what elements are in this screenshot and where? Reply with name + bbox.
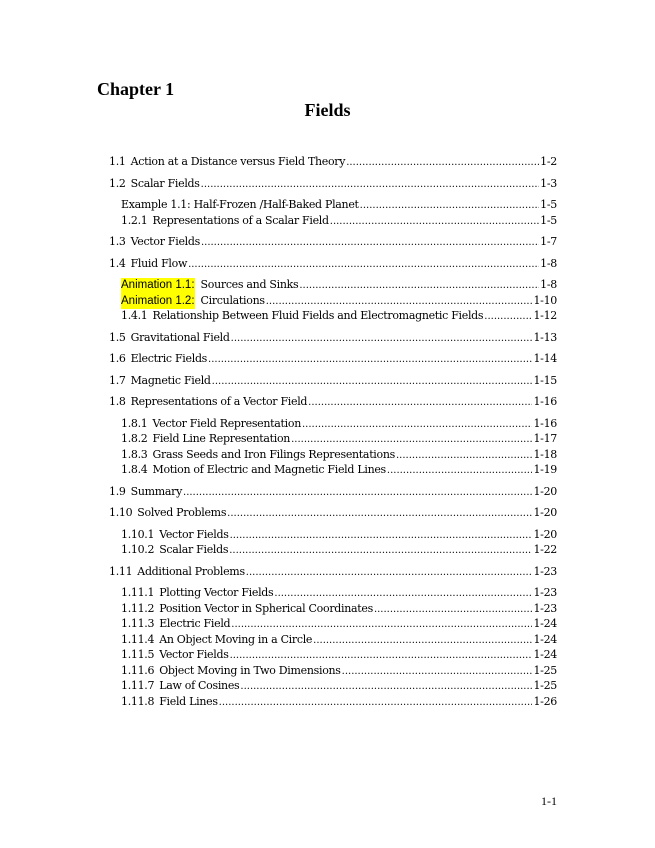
toc-entry-title: Circulations bbox=[200, 293, 265, 307]
toc-entry-page: 1-19 bbox=[533, 463, 557, 476]
toc-entry-number: 1.10.2 bbox=[121, 543, 155, 556]
toc-entry[interactable] bbox=[109, 601, 557, 617]
toc-entry-title: Representations of a Vector Field bbox=[130, 395, 308, 408]
toc-entry[interactable] bbox=[109, 197, 557, 213]
toc-entry-number: 1.11.3 bbox=[121, 617, 155, 630]
toc-entry-page: 1-24 bbox=[533, 648, 557, 661]
dot-leader bbox=[330, 214, 539, 230]
toc-entry[interactable] bbox=[109, 694, 557, 710]
toc-entry-number: 1.11.6 bbox=[121, 663, 155, 677]
toc-entry-page: 1-22 bbox=[533, 543, 557, 556]
toc-entry-page: 1-25 bbox=[533, 663, 557, 677]
toc-entry-number: 1.3 bbox=[109, 235, 126, 248]
animation-link[interactable]: Animation 1.2: bbox=[121, 294, 195, 310]
toc-entry-number: 1.10.1 bbox=[121, 527, 155, 541]
dot-leader bbox=[230, 648, 533, 664]
toc-entry-page: 1-8 bbox=[540, 256, 557, 270]
toc-entry-number: 1.11.5 bbox=[121, 648, 155, 661]
toc-entry-number: 1.4.1 bbox=[121, 309, 148, 322]
dot-leader bbox=[484, 309, 532, 325]
toc-entry[interactable] bbox=[109, 256, 557, 272]
chapter-title-text: Fields bbox=[304, 100, 351, 120]
toc-entry-title: Scalar Fields bbox=[159, 543, 229, 556]
dot-leader bbox=[387, 463, 533, 479]
toc-entry-number: 1.8.2 bbox=[121, 432, 148, 445]
dot-leader bbox=[274, 586, 532, 602]
toc-entry-page: 1-18 bbox=[533, 447, 557, 461]
dot-leader bbox=[396, 448, 533, 464]
dot-leader bbox=[231, 331, 533, 347]
toc-entry[interactable] bbox=[109, 616, 557, 632]
dot-leader bbox=[240, 679, 532, 695]
dot-leader bbox=[231, 617, 532, 633]
toc-entry[interactable] bbox=[109, 394, 557, 410]
dot-leader bbox=[313, 633, 532, 649]
toc-entry[interactable] bbox=[109, 213, 557, 229]
toc-entry-number: 1.11.1 bbox=[121, 586, 155, 599]
toc-entry-page: 1-25 bbox=[533, 679, 557, 692]
toc-entry[interactable] bbox=[109, 431, 557, 447]
toc-entry[interactable] bbox=[109, 505, 557, 521]
dot-leader bbox=[229, 543, 532, 559]
toc-entry[interactable] bbox=[109, 462, 557, 478]
toc-entry[interactable] bbox=[109, 308, 557, 324]
toc-entry-page: 1-17 bbox=[533, 432, 557, 445]
toc-entry[interactable] bbox=[109, 564, 557, 580]
toc-entry[interactable] bbox=[109, 277, 557, 293]
toc-entry-number: 1.8.1 bbox=[121, 416, 148, 430]
toc-entry-title: Electric Fields bbox=[130, 352, 208, 365]
toc-entry-page: 1-2 bbox=[540, 155, 557, 168]
dot-leader bbox=[266, 294, 533, 310]
chapter-heading: Chapter 1 bbox=[97, 79, 175, 99]
toc-entry-title: Plotting Vector Fields bbox=[159, 586, 274, 599]
toc-entry-page: 1-16 bbox=[533, 395, 557, 408]
toc-entry-page: 1-13 bbox=[533, 330, 557, 344]
toc-entry-title: Scalar Fields bbox=[130, 176, 200, 190]
toc-entry-page: 1-8 bbox=[540, 278, 557, 291]
toc-entry-page: 1-10 bbox=[533, 293, 557, 307]
dot-leader bbox=[346, 155, 539, 171]
dot-leader bbox=[374, 602, 533, 618]
toc-entry-page: 1-15 bbox=[533, 373, 557, 387]
toc-entry-page: 1-5 bbox=[540, 198, 557, 211]
toc-entry[interactable] bbox=[109, 351, 557, 367]
toc-entry-number: 1.1 bbox=[109, 155, 126, 168]
toc-entry-number: 1.11.2 bbox=[121, 601, 155, 615]
animation-link[interactable]: Animation 1.1: bbox=[121, 278, 195, 294]
toc-entry-title: Vector Field Representation bbox=[152, 416, 301, 430]
dot-leader bbox=[188, 257, 539, 273]
toc-entry-page: 1-20 bbox=[533, 506, 557, 519]
toc-entry-title: Solved Problems bbox=[137, 506, 227, 519]
toc-entry-title: An Object Moving in a Circle bbox=[159, 632, 313, 646]
toc-entry-number: 1.7 bbox=[109, 373, 126, 387]
table-of-contents bbox=[109, 154, 557, 709]
dot-leader bbox=[291, 432, 532, 448]
dot-leader bbox=[230, 528, 533, 544]
toc-entry-page: 1-24 bbox=[533, 632, 557, 646]
toc-entry-title: Vector Fields bbox=[130, 235, 200, 248]
dot-leader bbox=[219, 695, 533, 711]
toc-entry[interactable] bbox=[109, 647, 557, 663]
toc-entry[interactable] bbox=[109, 330, 557, 346]
toc-entry-number: 1.5 bbox=[109, 330, 126, 344]
toc-entry-number: 1.8.3 bbox=[121, 447, 148, 461]
toc-entry[interactable] bbox=[109, 585, 557, 601]
toc-entry-title: Sources and Sinks bbox=[200, 278, 299, 291]
toc-entry[interactable] bbox=[109, 373, 557, 389]
toc-entry-title: Position Vector in Spherical Coordinates bbox=[159, 601, 373, 615]
toc-entry-number: 1.2 bbox=[109, 176, 126, 190]
toc-entry-number: 1.10 bbox=[109, 506, 133, 519]
toc-entry-title: Fluid Flow bbox=[130, 256, 188, 270]
toc-entry-title: Magnetic Field bbox=[130, 373, 211, 387]
toc-entry-title: Field Lines bbox=[159, 694, 218, 708]
toc-entry-number: 1.8.4 bbox=[121, 463, 148, 476]
dot-leader bbox=[246, 565, 533, 581]
toc-entry-title: Example 1.1: Half-Frozen /Half-Baked Planet bbox=[121, 198, 359, 211]
toc-entry-title: Summary bbox=[130, 484, 183, 498]
toc-entry-page: 1-5 bbox=[540, 213, 557, 227]
toc-entry-page: 1-24 bbox=[533, 617, 557, 630]
toc-entry-title: Vector Fields bbox=[159, 527, 229, 541]
toc-entry-page: 1-26 bbox=[533, 694, 557, 708]
page-number: 1-1 bbox=[541, 794, 557, 808]
toc-entry[interactable] bbox=[109, 154, 557, 170]
toc-entry-number: 1.8 bbox=[109, 395, 126, 408]
dot-leader bbox=[360, 198, 540, 214]
toc-entry-number: 1.11.4 bbox=[121, 632, 155, 646]
dot-leader bbox=[212, 374, 533, 390]
toc-entry-page: 1-12 bbox=[533, 309, 557, 322]
toc-entry-page: 1-14 bbox=[533, 352, 557, 365]
toc-entry-title: Additional Problems bbox=[137, 564, 245, 578]
toc-entry-page: 1-20 bbox=[533, 484, 557, 498]
toc-entry-title: Object Moving in Two Dimensions bbox=[159, 663, 341, 677]
toc-entry-title: Vector Fields bbox=[159, 648, 229, 661]
dot-leader bbox=[227, 506, 532, 522]
toc-entry-title: Gravitational Field bbox=[130, 330, 230, 344]
toc-entry-page: 1-23 bbox=[533, 586, 557, 599]
toc-entry-title: Representations of a Scalar Field bbox=[152, 213, 329, 227]
toc-entry-number: 1.2.1 bbox=[121, 213, 148, 227]
toc-entry-title: Grass Seeds and Iron Filings Representations bbox=[152, 447, 395, 461]
dot-leader bbox=[302, 417, 533, 433]
dot-leader bbox=[208, 352, 532, 368]
toc-entry[interactable] bbox=[109, 527, 557, 543]
toc-entry[interactable] bbox=[109, 678, 557, 694]
toc-entry-title: Motion of Electric and Magnetic Field Lines bbox=[152, 463, 386, 476]
toc-entry[interactable] bbox=[109, 484, 557, 500]
dot-leader bbox=[201, 235, 539, 251]
dot-leader bbox=[183, 485, 532, 501]
toc-entry-page: 1-7 bbox=[540, 235, 557, 248]
toc-entry-title: Law of Cosines bbox=[159, 679, 240, 692]
toc-entry-page: 1-23 bbox=[533, 601, 557, 615]
toc-entry-title: Electric Field bbox=[159, 617, 231, 630]
toc-entry-title: Action at a Distance versus Field Theory bbox=[130, 155, 346, 168]
dot-leader bbox=[201, 177, 540, 193]
toc-entry-number: 1.9 bbox=[109, 484, 126, 498]
toc-entry[interactable] bbox=[109, 663, 557, 679]
toc-entry[interactable] bbox=[109, 416, 557, 432]
dot-leader bbox=[299, 278, 539, 294]
toc-entry-page: 1-16 bbox=[533, 416, 557, 430]
toc-entry[interactable] bbox=[109, 176, 557, 192]
toc-entry-number: 1.11.8 bbox=[121, 694, 155, 708]
toc-entry-number: 1.11.7 bbox=[121, 679, 155, 692]
toc-entry-page: 1-3 bbox=[540, 176, 557, 190]
toc-entry-page: 1-20 bbox=[533, 527, 557, 541]
toc-entry[interactable] bbox=[109, 293, 557, 309]
toc-entry[interactable] bbox=[109, 632, 557, 648]
toc-entry-page: 1-23 bbox=[533, 564, 557, 578]
toc-entry[interactable] bbox=[109, 542, 557, 558]
toc-entry-title: Field Line Representation bbox=[152, 432, 291, 445]
toc-entry-number: 1.6 bbox=[109, 352, 126, 365]
toc-entry-number: 1.4 bbox=[109, 256, 126, 270]
toc-entry-number: 1.11 bbox=[109, 564, 133, 578]
chapter-title bbox=[0, 100, 655, 121]
toc-entry[interactable] bbox=[109, 447, 557, 463]
dot-leader bbox=[308, 395, 532, 411]
toc-entry-title: Relationship Between Fluid Fields and Electromagnetic Fields bbox=[152, 309, 484, 322]
toc-entry[interactable] bbox=[109, 234, 557, 250]
dot-leader bbox=[342, 664, 533, 680]
